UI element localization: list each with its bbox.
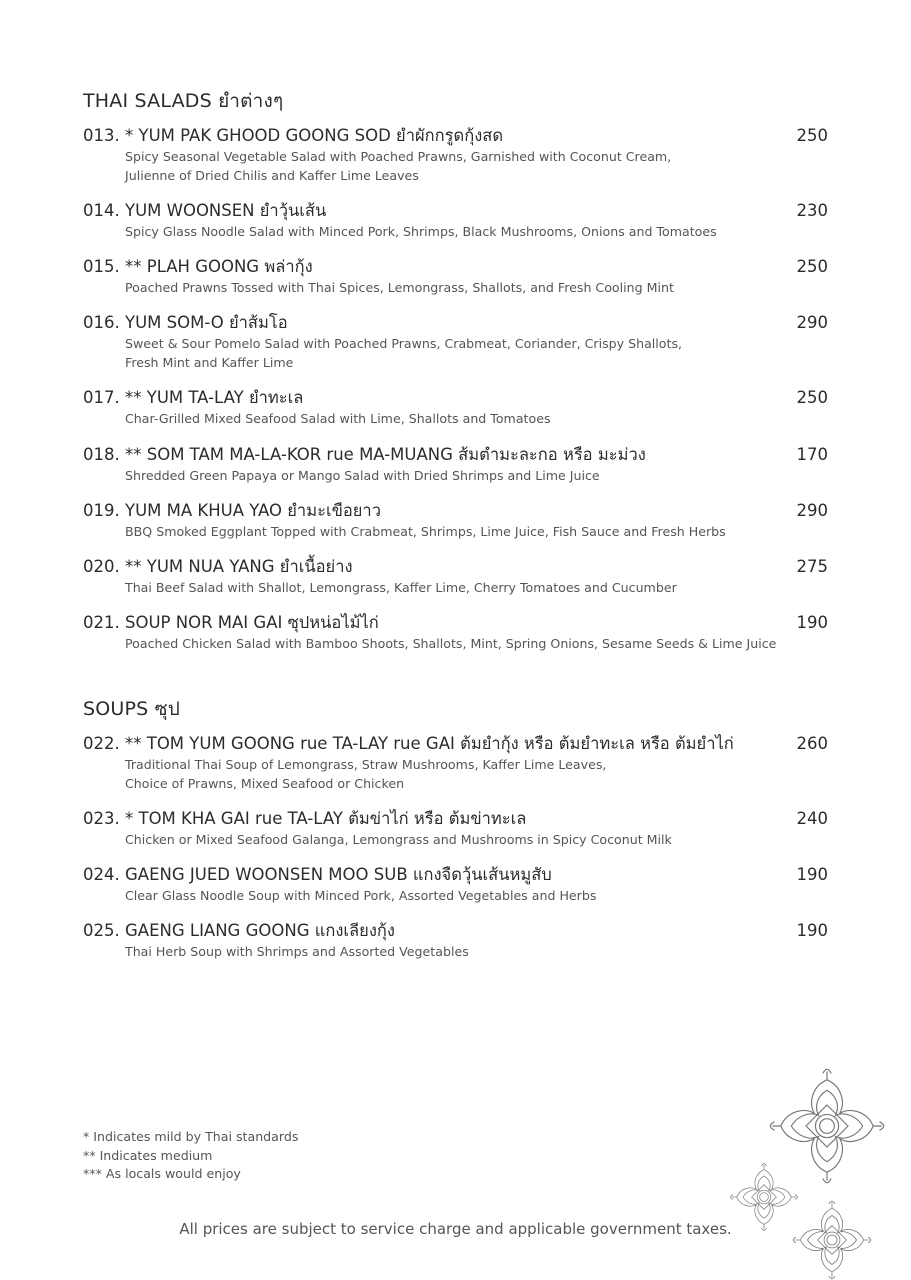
note-medium: ** Indicates medium xyxy=(83,1147,213,1163)
menu-item-020 xyxy=(83,557,828,597)
description-line: Shredded Green Papaya or Mango Salad with Dried Shrimps and Lime Juice xyxy=(125,468,600,483)
description-line: Julienne of Dried Chilis and Kaffer Lime Leaves xyxy=(125,168,419,183)
item-price: 260 xyxy=(796,734,828,753)
item-description xyxy=(125,278,828,297)
description-line: Thai Herb Soup with Shrimps and Assorted Vegetables xyxy=(125,944,469,959)
menu-item-018 xyxy=(83,445,828,485)
note-hot: *** As locals would enjoy xyxy=(83,1166,241,1181)
item-price: 275 xyxy=(796,557,828,576)
description-line: Spicy Seasonal Vegetable Salad with Poached Prawns, Garnished with Coconut Cream, xyxy=(125,149,672,164)
menu-item-016 xyxy=(83,313,828,372)
item-name: GAENG LIANG GOONG แกงเลียงกุ้ง xyxy=(125,921,395,940)
item-name: * YUM PAK GHOOD GOONG SOD ยำผักกรูดกุ้งสด xyxy=(125,126,504,145)
menu-item-014 xyxy=(83,201,828,241)
thai-flower-ornament-icon xyxy=(724,1066,894,1280)
item-price: 170 xyxy=(796,445,828,464)
description-line: Sweet & Sour Pomelo Salad with Poached Prawns, Crabmeat, Coriander, Crispy Shallots, xyxy=(125,336,683,351)
item-name: YUM WOONSEN ยำวุ้นเส้น xyxy=(125,201,327,220)
item-description xyxy=(125,755,828,793)
item-code: 013. xyxy=(83,126,120,145)
item-code: 024. xyxy=(83,865,120,884)
item-price: 190 xyxy=(796,921,828,940)
menu-item-017 xyxy=(83,388,828,428)
item-description xyxy=(125,222,828,241)
menu-item-015 xyxy=(83,257,828,297)
item-name: GAENG JUED WOONSEN MOO SUB แกงจืดวุ้นเส้นหมูสับ xyxy=(125,865,552,884)
item-code: 018. xyxy=(83,445,120,464)
item-description xyxy=(125,578,828,597)
menu-item-019 xyxy=(83,501,828,541)
description-line: Poached Chicken Salad with Bamboo Shoots, Shallots, Mint, Spring Onions, Sesame Seeds & Lime Juice xyxy=(125,636,777,651)
item-description xyxy=(125,147,828,185)
item-price: 240 xyxy=(796,809,828,828)
item-description xyxy=(125,466,828,485)
item-code: 014. xyxy=(83,201,120,220)
description-line: Spicy Glass Noodle Salad with Minced Pork, Shrimps, Black Mushrooms, Onions and Tomatoes xyxy=(125,224,717,239)
menu-item-021 xyxy=(83,613,828,653)
item-code: 021. xyxy=(83,613,120,632)
item-name: YUM SOM-O ยำส้มโอ xyxy=(125,313,288,332)
description-line: Clear Glass Noodle Soup with Minced Pork, Assorted Vegetables and Herbs xyxy=(125,888,597,903)
item-price: 290 xyxy=(796,501,828,520)
item-price: 190 xyxy=(796,865,828,884)
item-description xyxy=(125,409,828,428)
section-title-soups: SOUPS ซุป xyxy=(83,698,181,720)
menu-item-024 xyxy=(83,865,828,905)
item-name: ** TOM YUM GOONG rue TA-LAY rue GAI ต้มยำกุ้ง หรือ ต้มยำทะเล หรือ ต้มยำไก่ xyxy=(125,734,734,753)
description-line: Traditional Thai Soup of Lemongrass, Straw Mushrooms, Kaffer Lime Leaves, xyxy=(125,757,607,772)
item-price: 250 xyxy=(796,126,828,145)
item-code: 019. xyxy=(83,501,120,520)
item-code: 022. xyxy=(83,734,120,753)
price-disclaimer: All prices are subject to service charge and applicable government taxes. xyxy=(179,1220,732,1238)
item-description xyxy=(125,522,828,541)
item-code: 017. xyxy=(83,388,120,407)
description-line: Thai Beef Salad with Shallot, Lemongrass, Kaffer Lime, Cherry Tomatoes and Cucumber xyxy=(125,580,677,595)
spice-level-notes xyxy=(83,1128,298,1184)
item-code: 015. xyxy=(83,257,120,276)
item-price: 290 xyxy=(796,313,828,332)
item-description xyxy=(125,886,828,905)
note-mild: * Indicates mild by Thai standards xyxy=(83,1129,299,1144)
item-name: ** SOM TAM MA-LA-KOR rue MA-MUANG ส้มตำมะละกอ หรือ มะม่วง xyxy=(125,445,646,464)
description-line: Poached Prawns Tossed with Thai Spices, Lemongrass, Shallots, and Fresh Cooling Mint xyxy=(125,280,674,295)
section-title-thai-salads: THAI SALADS ยำต่างๆ xyxy=(83,90,284,112)
menu-item-023 xyxy=(83,809,828,849)
description-line: Fresh Mint and Kaffer Lime xyxy=(125,355,294,370)
item-code: 020. xyxy=(83,557,120,576)
item-name: ** YUM NUA YANG ยำเนื้อย่าง xyxy=(125,557,353,576)
description-line: Char-Grilled Mixed Seafood Salad with Lime, Shallots and Tomatoes xyxy=(125,411,551,426)
item-description xyxy=(125,334,828,372)
item-name: SOUP NOR MAI GAI ซุปหน่อไม้ไก่ xyxy=(125,613,379,632)
description-line: BBQ Smoked Eggplant Topped with Crabmeat, Shrimps, Lime Juice, Fish Sauce and Fresh Herbs xyxy=(125,524,726,539)
item-description xyxy=(125,942,828,961)
item-price: 230 xyxy=(796,201,828,220)
item-code: 025. xyxy=(83,921,120,940)
item-price: 250 xyxy=(796,257,828,276)
item-code: 023. xyxy=(83,809,120,828)
menu-item-025 xyxy=(83,921,828,961)
item-name: ** YUM TA-LAY ยำทะเล xyxy=(125,388,304,407)
item-code: 016. xyxy=(83,313,120,332)
item-price: 250 xyxy=(796,388,828,407)
item-price: 190 xyxy=(796,613,828,632)
item-name: ** PLAH GOONG พล่ากุ้ง xyxy=(125,257,313,276)
item-description xyxy=(125,634,828,653)
item-description xyxy=(125,830,828,849)
description-line: Choice of Prawns, Mixed Seafood or Chicken xyxy=(125,776,405,791)
menu-item-013 xyxy=(83,126,828,185)
description-line: Chicken or Mixed Seafood Galanga, Lemongrass and Mushrooms in Spicy Coconut Milk xyxy=(125,832,672,847)
item-name: * TOM KHA GAI rue TA-LAY ต้มข่าไก่ หรือ ต้มข่าทะเล xyxy=(125,809,527,828)
item-name: YUM MA KHUA YAO ยำมะเขือยาว xyxy=(125,501,381,520)
menu-item-022 xyxy=(83,734,828,793)
